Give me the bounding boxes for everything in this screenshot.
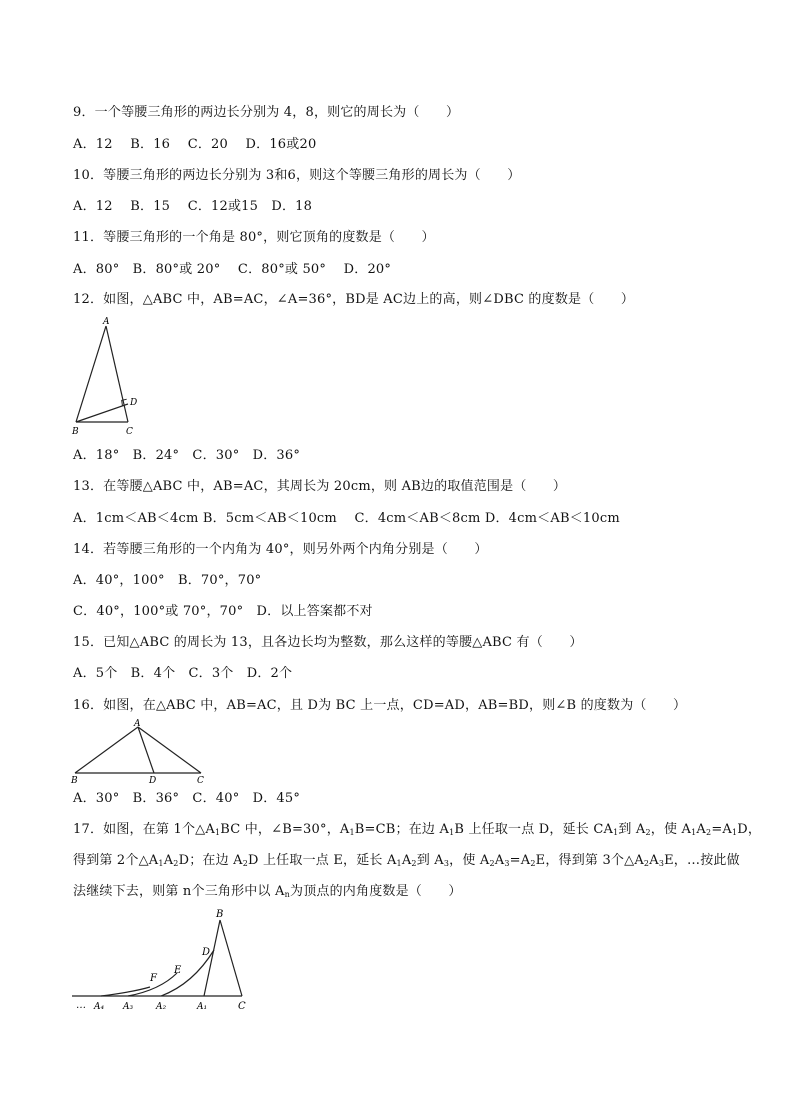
- q17-label-b: B: [216, 909, 224, 920]
- q16-label-d: D: [149, 776, 157, 786]
- q16-label-b: B: [71, 776, 78, 786]
- q14-options-line1: A．40°，100° B．70°，70°: [73, 573, 262, 588]
- q17-label-d: D: [202, 947, 211, 958]
- q12-stem: 12．如图，△ABC 中，AB=AC，∠A=36°，BD是 AC边上的高，则∠DBC 的度数是（ ）: [73, 292, 635, 307]
- q17-label-a2: A₂: [156, 1002, 167, 1012]
- q16-figure: [68, 718, 218, 786]
- q17-label-a4: A₄: [94, 1002, 105, 1012]
- q17-label-a1: A₁: [197, 1002, 208, 1012]
- q14-stem: 14．若等腰三角形的一个内角为 40°，则另外两个内角分别是（ ）: [73, 542, 488, 557]
- q10-stem: 10．等腰三角形的两边长分别为 3和6，则这个等腰三角形的周长为（ ）: [73, 168, 521, 183]
- q13-options: A．1cm＜AB＜4cm B．5cm＜AB＜10cm C．4cm＜AB＜8cm D．4cm＜AB＜10cm: [73, 511, 620, 526]
- q17-stem-line2: 得到第 2个$\triangle A_1A_2D$；在边 $A_2D$ 上任取一点 E，延长 $A_1A_2$到 $A_3$，使 $A_2A_3=A_2E$，得到第 3个$\triangle A_2A_3E$，…按此做: [73, 853, 740, 868]
- q13-stem: 13．在等腰△ABC 中，AB=AC，其周长为 20cm，则 AB边的取值范围是（ ）: [73, 479, 567, 494]
- q11-options: A．80° B．80°或 20° C．80°或 50° D．20°: [73, 262, 392, 277]
- q11-stem: 11．等腰三角形的一个角是 80°，则它顶角的度数是（ ）: [73, 230, 435, 245]
- q17-stem-line3: 法继续下去，则第 n个三角形中以 $A_n$为顶点的内角度数是（ ）: [73, 884, 462, 899]
- q17-label-c: C: [238, 1001, 246, 1012]
- q16-label-c: C: [197, 776, 204, 786]
- q14-options-line2: C．40°，100°或 70°，70° D．以上答案都不对: [73, 604, 373, 619]
- q12-options: A．18° B．24° C．30° D．36°: [73, 448, 301, 463]
- q17-label-e: E: [174, 965, 182, 976]
- q16-stem: 16．如图，在△ABC 中，AB=AC，且 D为 BC 上一点，CD=AD，AB=BD，则∠B 的度数为（ ）: [73, 698, 687, 713]
- q9-stem: 9．一个等腰三角形的两边长分别为 4，8，则它的周长为（ ）: [73, 105, 460, 120]
- q17-label-dots: …: [76, 1000, 86, 1011]
- q10-options: A．12 B．15 C．12或15 D．18: [73, 199, 313, 214]
- q16-options: A．30° B．36° C．40° D．45°: [73, 791, 301, 806]
- q15-options: A．5个 B．4个 C．3个 D．2个: [73, 666, 293, 681]
- q17-label-a3: A₃: [123, 1002, 134, 1012]
- q12-label-c: C: [126, 427, 133, 437]
- q12-label-b: B: [72, 427, 79, 437]
- q12-label-a: A: [103, 317, 110, 327]
- q15-stem: 15．已知△ABC 的周长为 13，且各边长均为整数，那么这样的等腰△ABC 有（ ）: [73, 635, 583, 650]
- q17-figure: [68, 906, 258, 1012]
- q17-label-f: F: [150, 973, 157, 984]
- q17-stem-line1: 17．如图，在第 1个$\triangle A_1BC$ 中，∠B=30°，$A_1B=CB$；在边 $A_1B$ 上任取一点 D，延长 $CA_1$到 $A_2$，使 $A_1A_2=A_1D$，: [73, 822, 762, 837]
- q12-figure: [68, 316, 148, 440]
- q12-label-d: D: [130, 398, 138, 408]
- q16-label-a: A: [134, 719, 141, 729]
- q9-options: A．12 B．16 C．20 D．16或20: [73, 137, 317, 152]
